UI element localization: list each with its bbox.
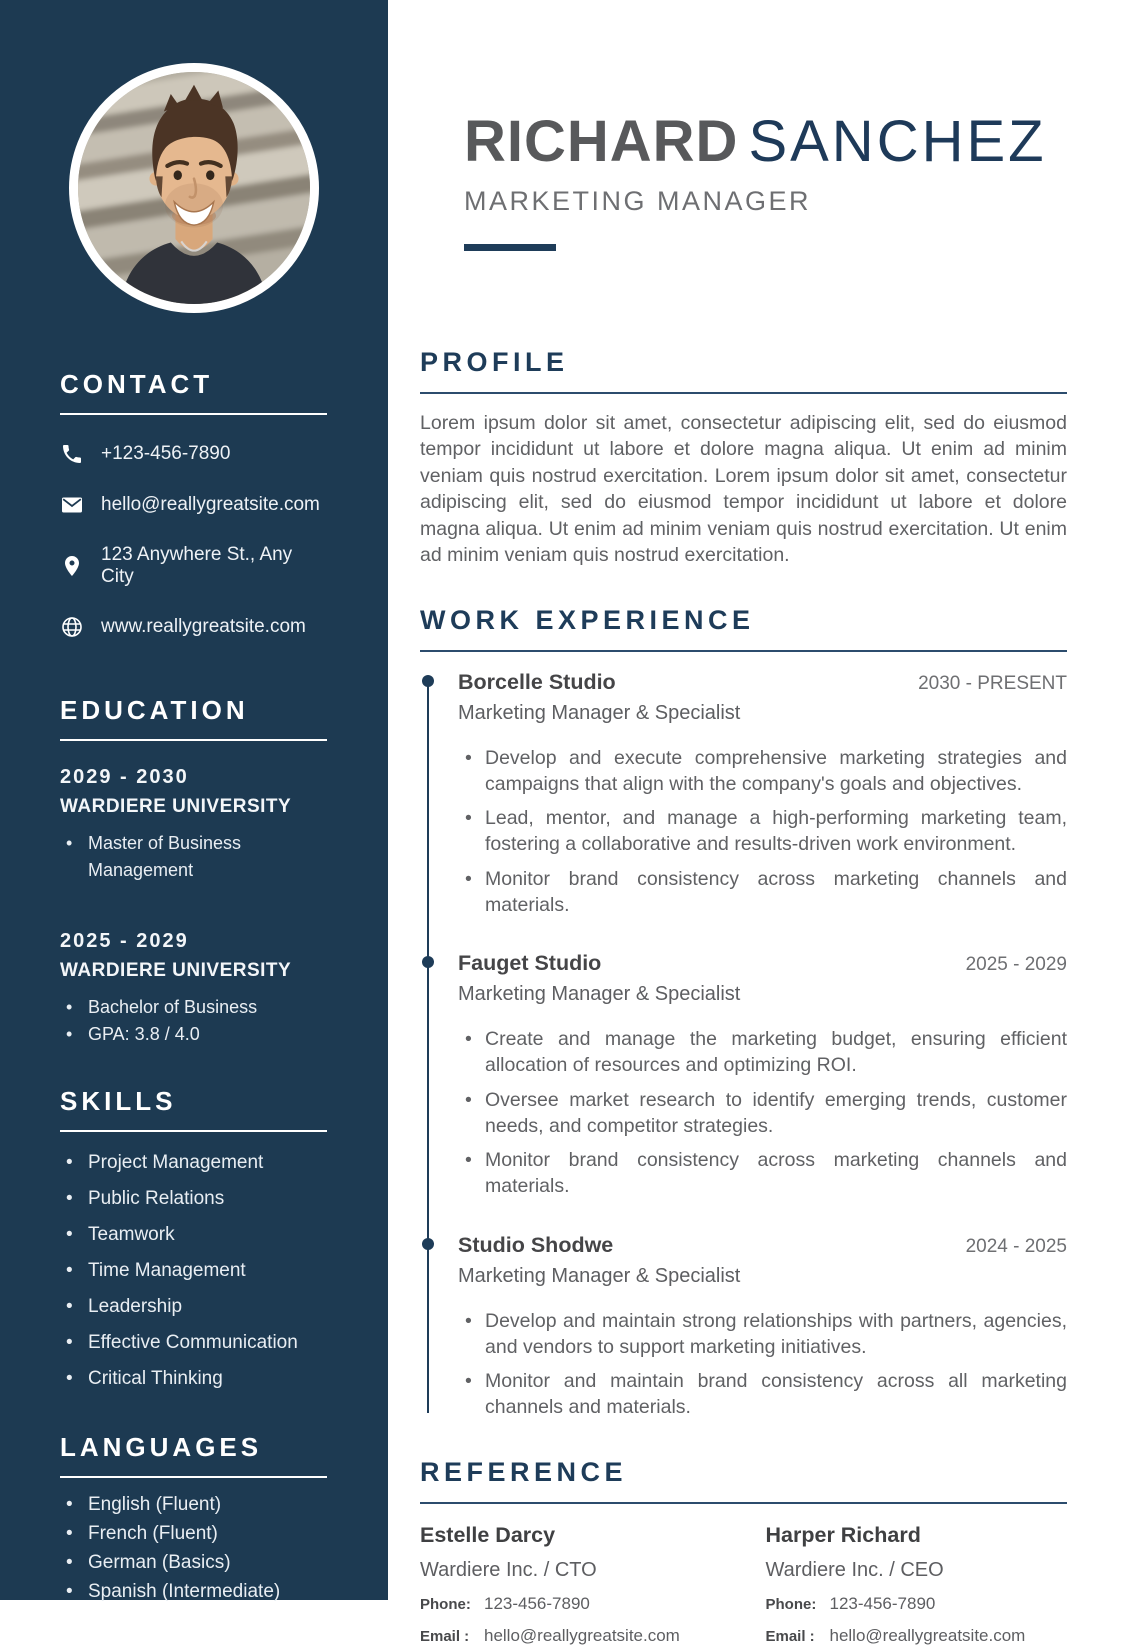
experience-bullet: • Monitor brand consistency across marketing channels and materials. bbox=[458, 1148, 1067, 1199]
experience-header bbox=[458, 670, 1067, 695]
education-years: 2025 - 2029 bbox=[60, 930, 189, 952]
skills-heading: SKILLS bbox=[60, 1086, 177, 1116]
email-label: Email : bbox=[420, 1627, 470, 1645]
work-experience-section bbox=[420, 605, 1067, 1421]
employment-period: 2030 - PRESENT bbox=[918, 672, 1067, 694]
skill-item: • Teamwork bbox=[60, 1224, 327, 1246]
education-detail: • Bachelor of Business bbox=[60, 994, 327, 1021]
experience-bullet: • Develop and execute comprehensive marketing strategies and campaigns that align with the company's goals and objectives. bbox=[458, 746, 1067, 797]
skills-section bbox=[60, 1086, 327, 1390]
job-title: MARKETING MANAGER bbox=[464, 185, 812, 216]
first-name: RICHARD bbox=[464, 109, 739, 174]
contact-item-website bbox=[60, 615, 327, 639]
company-name: Borcelle Studio bbox=[458, 669, 616, 694]
phone-icon bbox=[60, 442, 84, 466]
education-heading: EDUCATION bbox=[60, 695, 249, 725]
languages-heading: LANGUAGES bbox=[60, 1432, 263, 1462]
reference-email-line bbox=[766, 1626, 1068, 1646]
experience-entry bbox=[458, 951, 1067, 1199]
education-years: 2029 - 2030 bbox=[60, 766, 189, 788]
experience-header bbox=[458, 951, 1067, 976]
skill-item: • Public Relations bbox=[60, 1188, 327, 1210]
experience-bullet: • Create and manage the marketing budget, ensuring efficient allocation of resources and optimizing ROI. bbox=[458, 1027, 1067, 1078]
experience-entry bbox=[458, 670, 1067, 918]
reference-email-line bbox=[420, 1626, 722, 1646]
company-name: Studio Shodwe bbox=[458, 1232, 614, 1257]
resume-header bbox=[464, 109, 1067, 251]
reference-rule bbox=[420, 1502, 1067, 1504]
work-experience-heading: WORK EXPERIENCE bbox=[420, 604, 755, 635]
skill-item: • Effective Communication bbox=[60, 1332, 327, 1354]
experience-bullet: • Develop and maintain strong relationships with partners, agencies, and vendors to support marketing initiatives. bbox=[458, 1309, 1067, 1360]
contact-address: 123 Anywhere St., Any City bbox=[101, 544, 293, 587]
sidebar bbox=[0, 0, 388, 1600]
work-experience-timeline bbox=[420, 670, 1067, 1421]
experience-header bbox=[458, 1233, 1067, 1258]
profile-rule bbox=[420, 392, 1067, 394]
company-name: Fauget Studio bbox=[458, 951, 602, 976]
skill-item: • Time Management bbox=[60, 1260, 327, 1282]
reference-name: Harper Richard bbox=[765, 1522, 921, 1547]
skill-item: • Leadership bbox=[60, 1296, 327, 1318]
reference-section bbox=[420, 1457, 1067, 1646]
skill-item: • Critical Thinking bbox=[60, 1368, 327, 1390]
education-details bbox=[60, 830, 327, 884]
education-section bbox=[60, 695, 327, 1048]
job-role: Marketing Manager & Specialist bbox=[458, 983, 741, 1006]
experience-bullet: • Lead, mentor, and manage a high-performing marketing team, fostering a collaborative and results-driven work environment. bbox=[458, 806, 1067, 857]
education-detail: • Master of Business Management bbox=[60, 830, 327, 884]
profile-section bbox=[420, 347, 1067, 569]
language-item: • Spanish (Intermediate) bbox=[60, 1581, 327, 1603]
reference-phone-line bbox=[766, 1594, 1068, 1614]
education-detail: • GPA: 3.8 / 4.0 bbox=[60, 1021, 327, 1048]
experience-bullets bbox=[458, 1309, 1067, 1421]
employment-period: 2024 - 2025 bbox=[965, 1235, 1067, 1257]
languages-section bbox=[60, 1432, 327, 1603]
portrait-photo bbox=[78, 72, 310, 304]
timeline-dot bbox=[422, 956, 434, 968]
contact-section bbox=[60, 369, 327, 639]
profile-heading: PROFILE bbox=[420, 346, 569, 377]
email-value: hello@reallygreatsite.com bbox=[484, 1625, 680, 1645]
education-details bbox=[60, 994, 327, 1048]
skills-rule bbox=[60, 1130, 327, 1132]
globe-icon bbox=[60, 615, 84, 639]
reference-org: Wardiere Inc. / CEO bbox=[765, 1558, 944, 1581]
contact-phone: +123-456-7890 bbox=[101, 443, 231, 464]
profile-text: Lorem ipsum dolor sit amet, consectetur adipiscing elit, sed do eiusmod tempor incididunt ut labore et dolore magna aliqua. Ut enim ad minim veniam quis nostrud exercitation. Lorem ipsum dolor sit amet, consectetur adipiscing elit, sed do eiusmod tempor incididunt ut labore et dolore magna aliqua. Ut enim ad minim veniam quis nostrud exercitation. Ut enim ad minim veniam quis nostrud exercitation. bbox=[420, 411, 1067, 567]
reference-entry bbox=[766, 1523, 1068, 1646]
experience-bullets bbox=[458, 1027, 1067, 1199]
full-name bbox=[464, 109, 1067, 174]
reference-heading: REFERENCE bbox=[420, 1456, 628, 1487]
skills-list bbox=[60, 1152, 327, 1390]
job-role: Marketing Manager & Specialist bbox=[458, 701, 741, 724]
contact-rule bbox=[60, 413, 327, 415]
language-item: • German (Basics) bbox=[60, 1552, 327, 1574]
contact-email: hello@reallygreatsite.com bbox=[101, 494, 320, 515]
contact-item-phone bbox=[60, 442, 327, 466]
language-item: • French (Fluent) bbox=[60, 1523, 327, 1545]
experience-bullets bbox=[458, 746, 1067, 918]
avatar bbox=[69, 63, 319, 313]
languages-rule bbox=[60, 1476, 327, 1478]
main-column bbox=[388, 0, 1131, 1645]
contact-item-address bbox=[60, 544, 327, 588]
email-value: hello@reallygreatsite.com bbox=[829, 1625, 1026, 1645]
reference-phone-line bbox=[420, 1594, 722, 1614]
email-label: Email : bbox=[765, 1627, 815, 1645]
reference-org: Wardiere Inc. / CTO bbox=[420, 1558, 597, 1581]
reference-name: Estelle Darcy bbox=[420, 1522, 556, 1547]
contact-heading: CONTACT bbox=[60, 369, 214, 399]
skill-item: • Project Management bbox=[60, 1152, 327, 1174]
education-entry bbox=[60, 930, 327, 1048]
education-entry bbox=[60, 766, 327, 884]
phone-value: 123-456-7890 bbox=[829, 1593, 936, 1613]
experience-entry bbox=[458, 1233, 1067, 1421]
location-icon bbox=[60, 554, 84, 578]
languages-list bbox=[60, 1494, 327, 1603]
education-rule bbox=[60, 739, 327, 741]
experience-bullet: • Monitor and maintain brand consistency across all marketing channels and materials. bbox=[458, 1369, 1067, 1420]
contact-item-email bbox=[60, 493, 327, 517]
phone-label: Phone: bbox=[420, 1595, 471, 1613]
employment-period: 2025 - 2029 bbox=[965, 954, 1067, 976]
work-experience-rule bbox=[420, 650, 1067, 652]
reference-grid bbox=[420, 1523, 1067, 1646]
contact-website: www.reallygreatsite.com bbox=[101, 616, 306, 637]
reference-entry bbox=[420, 1523, 722, 1646]
education-school: WARDIERE UNIVERSITY bbox=[60, 960, 292, 981]
phone-label: Phone: bbox=[765, 1595, 817, 1613]
timeline-dot bbox=[422, 675, 434, 687]
education-school: WARDIERE UNIVERSITY bbox=[60, 796, 292, 817]
email-icon bbox=[60, 493, 84, 517]
last-name: SANCHEZ bbox=[748, 109, 1047, 174]
phone-value: 123-456-7890 bbox=[484, 1593, 590, 1613]
experience-bullet: • Oversee market research to identify emerging trends, customer needs, and competitor strategies. bbox=[458, 1088, 1067, 1139]
timeline-dot bbox=[422, 1238, 434, 1250]
language-item: • English (Fluent) bbox=[60, 1494, 327, 1516]
job-role: Marketing Manager & Specialist bbox=[458, 1264, 741, 1287]
experience-bullet: • Monitor brand consistency across marketing channels and materials. bbox=[458, 867, 1067, 918]
header-accent-bar bbox=[464, 244, 556, 251]
